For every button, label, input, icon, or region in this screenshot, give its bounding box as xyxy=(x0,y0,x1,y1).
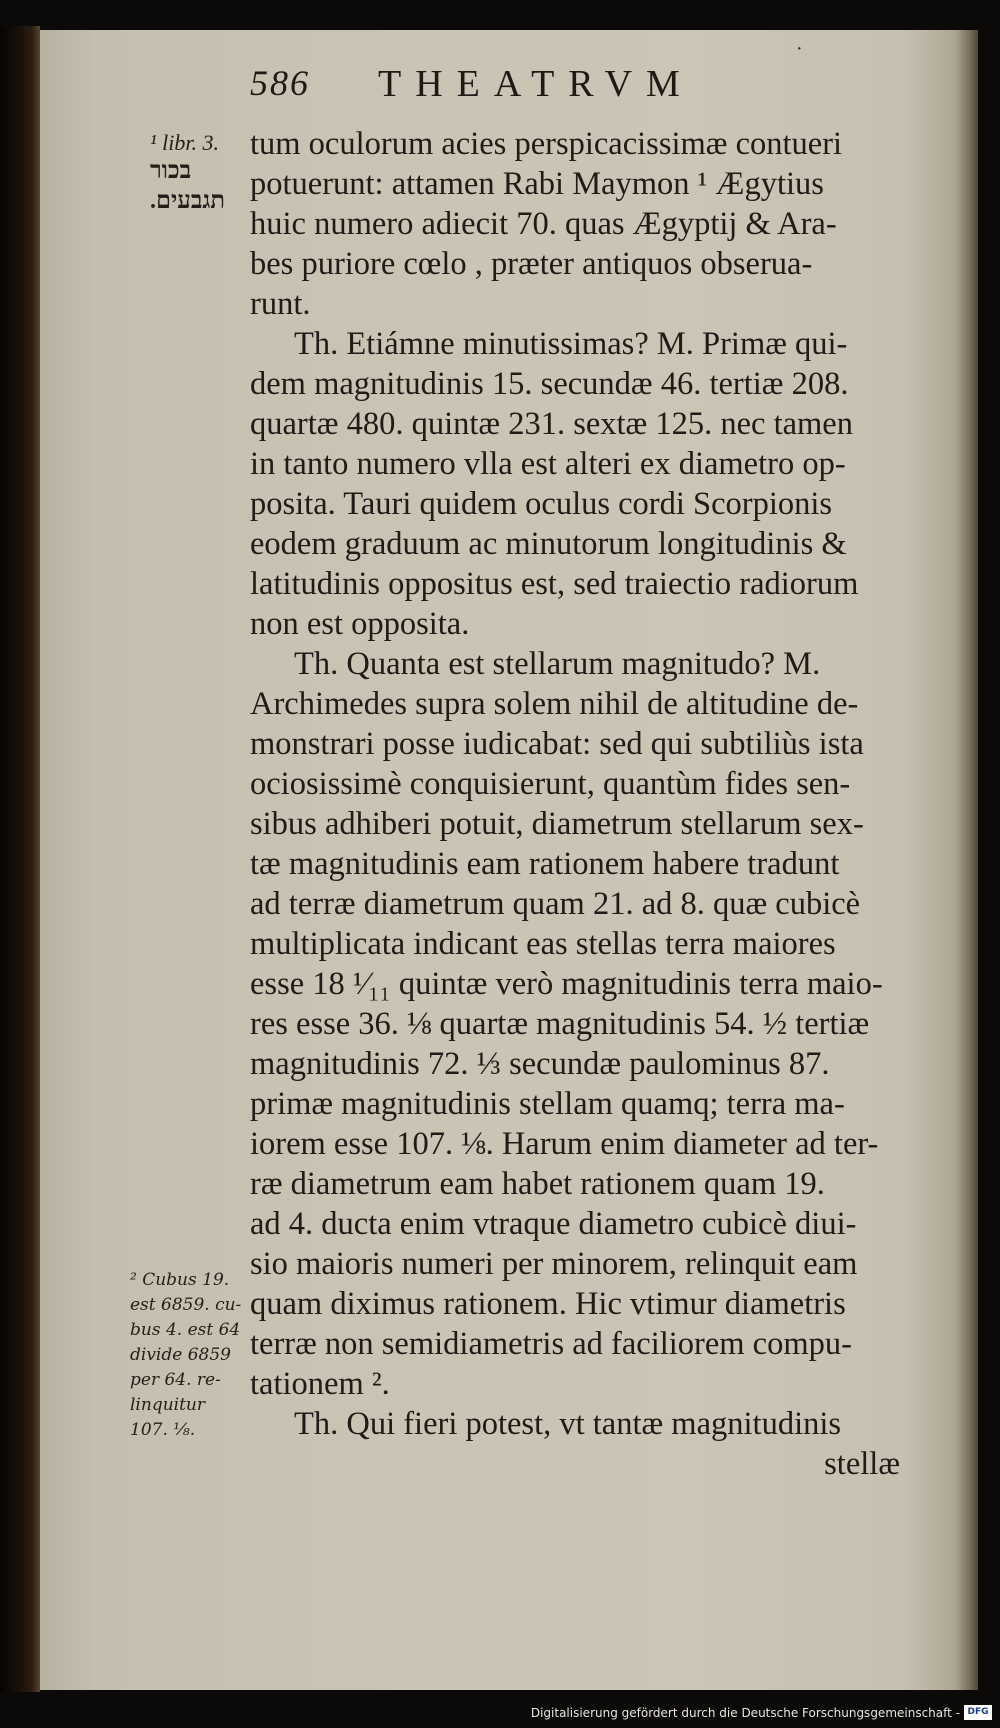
book-spine xyxy=(0,26,40,1692)
margin-note-2 xyxy=(130,1268,248,1443)
margin-note-line: bus 4. est 64 xyxy=(130,1320,241,1340)
text-line: res esse 36. ⅛ quartæ magnitudinis 54. ½ tertiæ xyxy=(250,1006,870,1042)
text-line: sio maioris numeri per minorem, relinquit eam xyxy=(250,1246,858,1282)
dfg-logo: DFG xyxy=(964,1705,992,1720)
margin-note-line: linquitur xyxy=(130,1395,205,1415)
text-line: sibus adhiberi potuit, diametrum stellarum sex- xyxy=(250,806,864,842)
margin-note-line: ¹ libr. 3. xyxy=(150,130,219,155)
text-line: posita. Tauri quidem oculus cordi Scorpionis xyxy=(250,486,833,522)
margin-note-line: ² Cubus 19. xyxy=(130,1270,230,1290)
text-line: stellæ xyxy=(824,1446,900,1482)
margin-note-1 xyxy=(150,130,250,216)
text-line: non est opposita. xyxy=(250,606,470,642)
text-line: primæ magnitudinis stellam quamq; terra ma- xyxy=(250,1086,845,1122)
text-line: iorem esse 107. ⅛. Harum enim diameter ad ter- xyxy=(250,1126,879,1162)
text-line: tum oculorum acies perspicacissimæ contueri xyxy=(250,126,843,162)
margin-note-line: per 64. re- xyxy=(130,1370,221,1390)
text-line: eodem graduum ac minutorum longitudinis & xyxy=(250,526,847,562)
text-line: ad terræ diametrum quam 21. ad 8. quæ cubicè xyxy=(250,886,861,922)
text-line: tationem ². xyxy=(250,1366,390,1402)
text-line: in tanto numero vlla est alteri ex diametro op- xyxy=(250,446,846,482)
text-line: multiplicata indicant eas stellas terra maiores xyxy=(250,926,836,962)
margin-note-line: תגבעים. xyxy=(150,188,225,214)
margin-note-line: divide 6859 xyxy=(130,1345,231,1365)
text-line: quam diximus rationem. Hic vtimur diametris xyxy=(250,1286,846,1322)
text-line: dem magnitudinis 15. secundæ 46. tertiæ 208. xyxy=(250,366,849,402)
text-line: tæ magnitudinis eam rationem habere tradunt xyxy=(250,846,840,882)
body-text xyxy=(250,124,930,1484)
running-title: THEATRVM xyxy=(378,63,694,105)
page-header xyxy=(250,62,870,112)
page-number: 586 xyxy=(250,63,310,103)
text-line: ræ diametrum eam habet rationem quam 19. xyxy=(250,1166,825,1202)
margin-note-line: בכור xyxy=(150,158,192,184)
footer-bar xyxy=(0,1700,1000,1728)
text-line: ociosissimè conquisierunt, quantùm fides sen- xyxy=(250,766,851,802)
page-edge-shadow xyxy=(956,30,978,1690)
text-line: magnitudinis 72. ⅓ secundæ paulominus 87. xyxy=(250,1046,830,1082)
text-line: Th. Qui fieri potest, vt tantæ magnitudinis xyxy=(294,1406,842,1442)
margin-note-line: est 6859. cu- xyxy=(130,1295,242,1315)
text-line: Th. Etiámne minutissimas? M. Primæ qui- xyxy=(294,326,848,362)
text-line: bes puriore cœlo , præter antiquos obserua- xyxy=(250,246,813,282)
text-line: ad 4. ducta enim vtraque diametro cubicè diui- xyxy=(250,1206,857,1242)
text-line: runt. xyxy=(250,286,311,322)
text-line: latitudinis oppositus est, sed traiectio radiorum xyxy=(250,566,859,602)
text-line: huic numero adiecit 70. quas Ægyptij & Ara- xyxy=(250,206,837,242)
digitization-credit: Digitalisierung gefördert durch die Deutsche Forschungsgemeinschaft - xyxy=(530,1706,960,1720)
text-line: Th. Quanta est stellarum magnitudo? M. xyxy=(294,646,821,682)
corner-mark: · xyxy=(796,38,803,60)
text-line: potuerunt: attamen Rabi Maymon ¹ Ægytius xyxy=(250,166,824,202)
margin-note-line: 107. ⅛. xyxy=(130,1420,196,1440)
text-line: terræ non semidiametris ad faciliorem compu- xyxy=(250,1326,852,1362)
text-line: monstrari posse iudicabat: sed qui subtiliùs ista xyxy=(250,726,864,762)
text-line: quartæ 480. quintæ 231. sextæ 125. nec tamen xyxy=(250,406,853,442)
text-line: Archimedes supra solem nihil de altitudine de- xyxy=(250,686,859,722)
text-line: esse 18 ¹⁄₁₁ quintæ verò magnitudinis terra maio- xyxy=(250,966,883,1002)
